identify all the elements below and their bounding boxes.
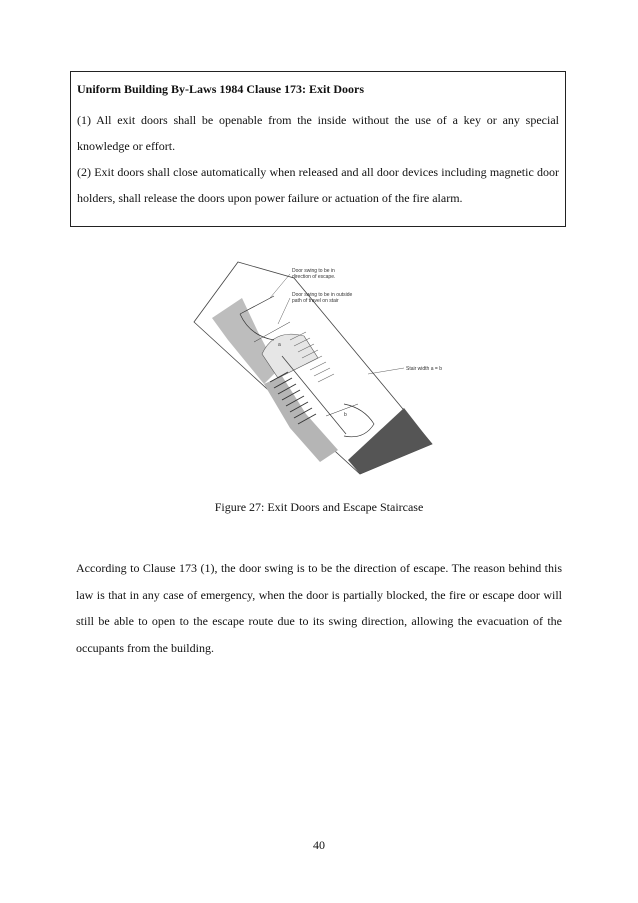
label-door-swing-escape-line1: Door swing to be in xyxy=(292,268,335,274)
bylaw-box xyxy=(70,71,566,227)
figure-caption: Figure 27: Exit Doors and Escape Staircase xyxy=(214,500,424,514)
bylaw-clause-2: (2) Exit doors shall close automatically when released and all door devices including magnetic door holders, shall release the doors upon power failure or actuation of the fire alarm. xyxy=(77,165,559,205)
leader-stair-width xyxy=(368,368,404,374)
escape-staircase-figure xyxy=(178,258,442,478)
label-door-swing-outside-line2: path of travel on stair xyxy=(292,298,339,304)
bylaw-title: Uniform Building By-Laws 1984 Clause 173: Exit Doors xyxy=(77,82,365,96)
dimension-b-label: b xyxy=(344,412,347,418)
label-door-swing-outside-line1: Door swing to be in outside xyxy=(292,292,353,298)
page-number: 40 xyxy=(313,838,325,852)
dimension-a-label: a xyxy=(278,342,281,348)
label-door-swing-escape-line2: direction of escape. xyxy=(292,274,336,280)
body-paragraph: According to Clause 173 (1), the door swing is to be the direction of escape. The reason behind this law is that in any case of emergency, when the door is partially blocked, the fire or escape door will still be able to open to the escape route due to its swing direction, allowing the evacuation of the occupants from the building. xyxy=(76,561,562,655)
label-stair-width: Stair width a = b xyxy=(406,366,442,372)
bylaw-clause-1: (1) All exit doors shall be openable from the inside without the use of a key or any special knowledge or effort. xyxy=(77,113,559,153)
